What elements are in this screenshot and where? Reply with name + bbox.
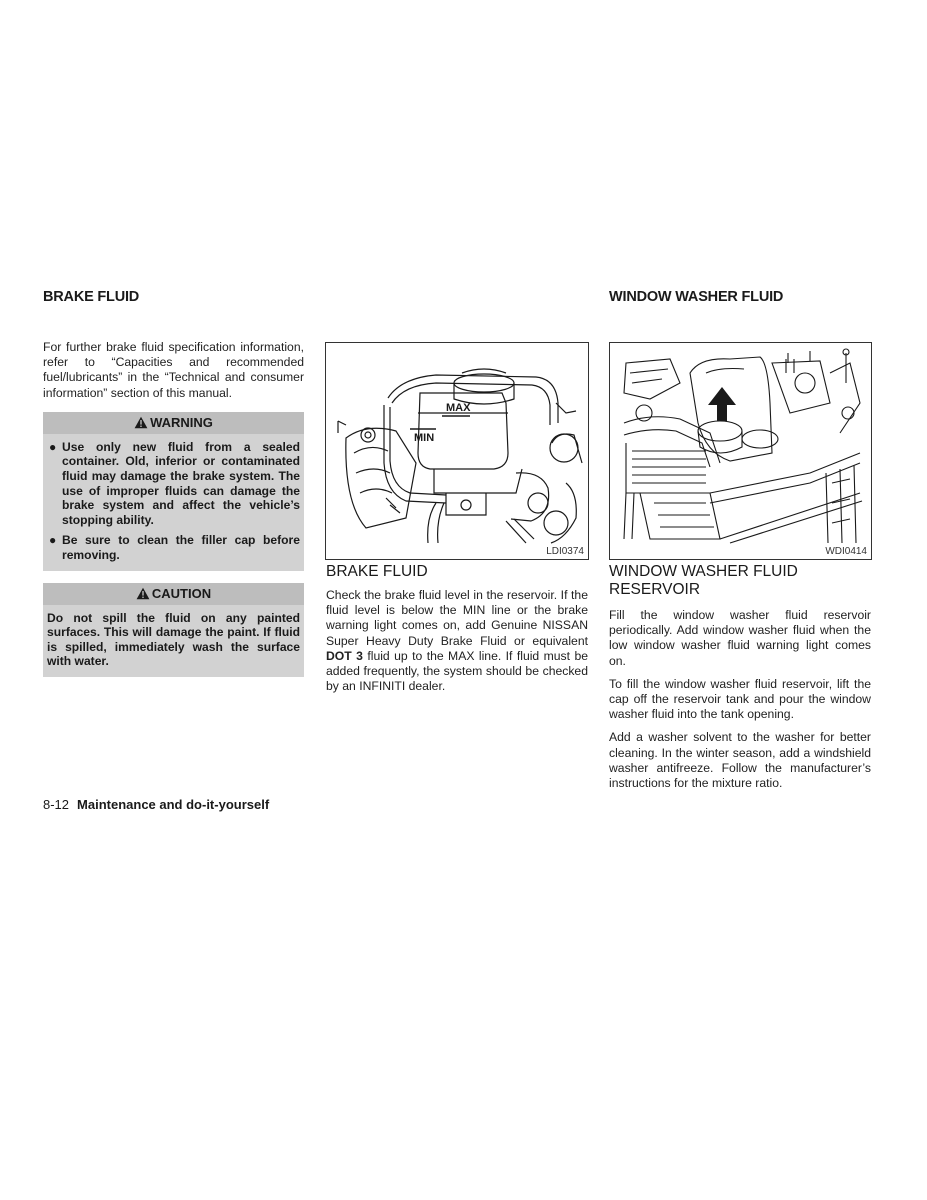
warning-list [43,434,304,571]
caution-heading: CAUTION [151,586,212,602]
brake-fluid-subhead: BRAKE FLUID [326,563,428,580]
figure-id: LDI0374 [546,546,584,557]
bullet-dot: ● [49,439,57,454]
caution-box [43,583,304,677]
washer-paragraph: To fill the window washer fluid reservoir, lift the cap off the reservoir tank and pour the window washer fluid into the tank opening. [609,676,871,722]
page-footer [43,797,269,812]
right-column [609,563,871,791]
caution-text: Do not spill the fluid on any painted surfaces. This will damage the paint. If fluid is spilled, immediately wash the surface with water. [47,610,300,669]
washer-subhead: WINDOW WASHER FLUID RESERVOIR [609,563,798,598]
warning-triangle-icon [134,416,148,429]
brake-fluid-paragraph [326,588,588,694]
warning-heading: WARNING [150,415,213,431]
washer-paragraph: Add a washer solvent to the washer for better cleaning. In the winter season, add a windshield washer antifreeze. Follow the manufacturer’s instructions for the mixture ratio. [609,730,871,791]
warning-box [43,412,304,571]
washer-reservoir-illustration [610,343,871,559]
warning-header [43,412,304,434]
brake-fluid-text-start: Check the brake fluid level in the reservoir. If the fluid level is below the MIN line or the brake warning light comes on, add Genuine NISSAN Super Heavy Duty Brake Fluid or equivalent [326,588,588,648]
brake-fluid-section-title: BRAKE FLUID [43,289,140,305]
up-arrow-icon [708,387,736,421]
dot3-emphasis: DOT 3 [326,648,363,663]
chapter-title: Maintenance and do-it-yourself [77,797,270,812]
warning-item-text: Be sure to clean the filler cap before removing. [62,533,300,562]
washer-paragraph: Fill the window washer fluid reservoir periodically. Add window washer fluid when the low window washer fluid warning light comes on. [609,608,871,668]
min-label: MIN [414,432,435,444]
warning-item-text: Use only new fluid from a sealed container. Old, inferior or contaminated fluid may damage the brake system. The use of improper fluids can damage the brake system and affect the vehicle’s stopping ability. [62,439,300,527]
brake-reservoir-illustration [326,343,588,559]
middle-column [326,563,588,694]
max-label: MAX [446,402,471,414]
brake-reservoir-figure [325,342,589,560]
washer-reservoir-figure [609,342,872,560]
figure-id: WDI0414 [825,546,867,557]
caution-header [43,583,304,605]
warning-item [47,440,300,528]
window-washer-section-title: WINDOW WASHER FLUID [609,289,784,305]
left-column [43,340,304,677]
brake-fluid-intro: For further brake fluid specification information, refer to “Capacities and recommended fuel/lubricants” in the “Technical and consumer information” section of this manual. [43,340,304,400]
warning-triangle-icon [136,587,150,600]
bullet-dot: ● [49,533,57,548]
warning-item [47,533,300,562]
brake-fluid-text-end: fluid up to the MAX line. If fluid must be added frequently, the system should be checked by an INFINITI dealer. [326,648,589,694]
page-number: 8-12 [43,797,70,812]
